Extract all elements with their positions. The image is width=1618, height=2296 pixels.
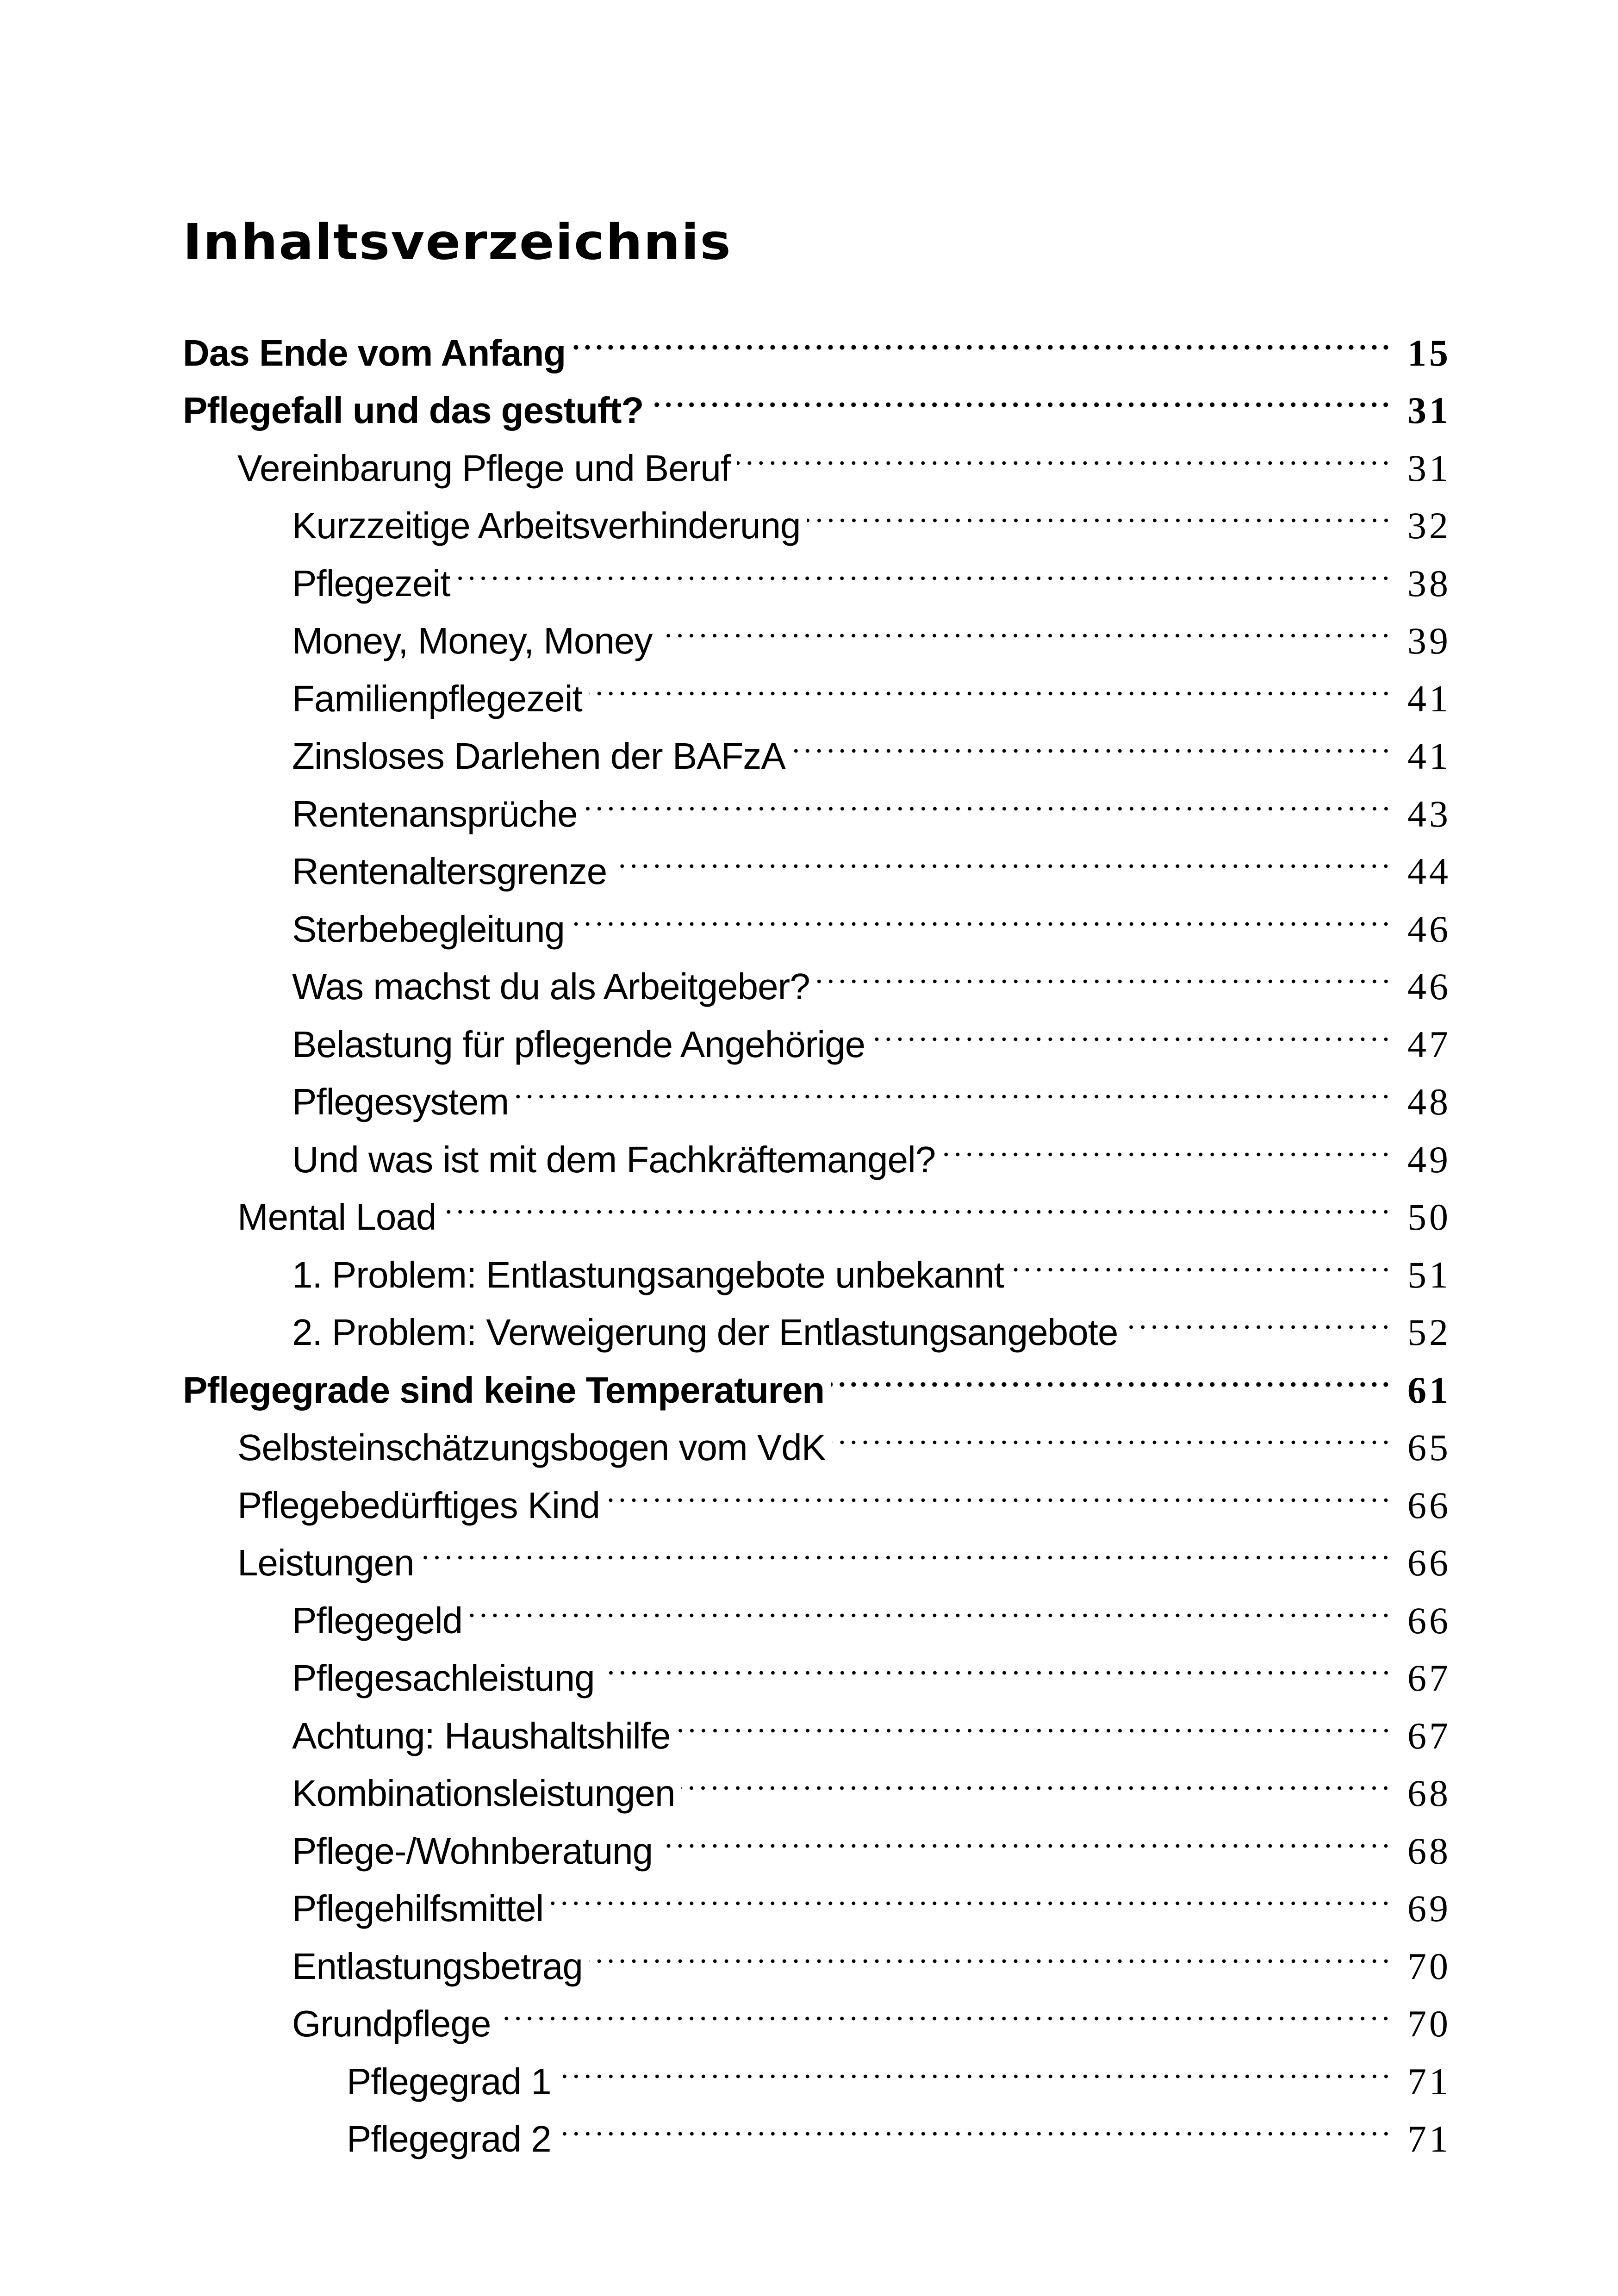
dot-leader (589, 1921, 1392, 1979)
toc-entry-title: Mental Load (237, 1196, 436, 1238)
dot-leader (558, 2036, 1392, 2094)
toc-page-number: 65 (1407, 1426, 1451, 1468)
toc-entry-title: Belastung für pflegende Angehörige (292, 1023, 865, 1065)
dot-leader (659, 596, 1392, 654)
dot-leader (613, 827, 1392, 884)
dot-leader (572, 308, 1392, 366)
dot-leader (497, 1979, 1392, 2037)
dot-leader (558, 2094, 1392, 2152)
toc-entry-title: Leistungen (237, 1542, 414, 1583)
toc-page-number: 71 (1407, 2118, 1451, 2160)
toc-entry-title: Pflegegrade sind keine Temperaturen (183, 1369, 825, 1411)
dot-leader (1124, 1288, 1392, 1345)
toc-entry-title: Pflegehilfsmittel (292, 1888, 544, 1929)
toc-entry-title: Achtung: Haushaltshilfe (292, 1715, 671, 1756)
toc-page-number: 69 (1407, 1887, 1451, 1929)
toc-page-number: 67 (1407, 1657, 1451, 1699)
toc-entry-title: Entlastungsbetrag (292, 1945, 583, 1987)
dot-leader (584, 769, 1392, 827)
dot-leader (442, 1172, 1392, 1230)
toc-page-number: 68 (1407, 1772, 1451, 1814)
toc-page-number: 46 (1407, 965, 1451, 1008)
toc-entry-title: Pflegebedürftiges Kind (237, 1484, 600, 1526)
toc-page-number: 71 (1407, 2060, 1451, 2103)
toc-page-number: 31 (1407, 389, 1451, 431)
toc-page-number: 32 (1407, 504, 1451, 547)
page-title: Inhaltsverzeichnis (183, 213, 732, 271)
toc-entry-title: Pflegesystem (292, 1081, 509, 1122)
toc-page-number: 70 (1407, 1945, 1451, 1987)
toc-entry-title: Pflegegrad 1 (347, 2060, 551, 2102)
toc-entry-title: Grundpflege (292, 2003, 491, 2044)
dot-leader (816, 942, 1392, 1000)
toc-entry-title: Familienpflegezeit (292, 678, 582, 719)
toc-page-number: 52 (1407, 1311, 1451, 1353)
toc-page-number: 39 (1407, 620, 1451, 662)
dot-leader (677, 1691, 1392, 1748)
dot-leader (420, 1518, 1392, 1576)
toc-page-number: 70 (1407, 2003, 1451, 2045)
toc-page-number: 47 (1407, 1023, 1451, 1065)
dot-leader (831, 1345, 1392, 1403)
toc-entry-title: Rentenaltersgrenze (292, 851, 607, 892)
toc-page-number: 50 (1407, 1196, 1451, 1238)
dot-leader (681, 1748, 1392, 1806)
toc-entry-title: Pflegesachleistung (292, 1657, 595, 1699)
toc-entry-title: Pflegegeld (292, 1599, 463, 1641)
dot-leader (650, 366, 1392, 423)
toc-entry-title: Pflege-/Wohnberatung (292, 1830, 653, 1872)
dot-leader (571, 884, 1392, 942)
toc-entry-title: Pflegezeit (292, 562, 450, 604)
toc-entry-title: Was machst du als Arbeitgeber? (292, 966, 810, 1007)
toc-page-number: 41 (1407, 677, 1451, 720)
dot-leader (1010, 1230, 1392, 1288)
dot-leader (659, 1806, 1392, 1864)
toc-page-number: 51 (1407, 1253, 1451, 1296)
dot-leader (515, 1057, 1392, 1115)
toc-page-number: 49 (1407, 1138, 1451, 1181)
toc-page-number: 68 (1407, 1829, 1451, 1872)
toc-entry-title: Pflegegrad 2 (347, 2118, 551, 2159)
toc-entry-title: Zinsloses Darlehen der BAFzA (292, 735, 785, 777)
dot-leader (871, 999, 1392, 1057)
dot-leader (737, 423, 1392, 481)
toc-page-number: 38 (1407, 562, 1451, 604)
toc-page-number: 46 (1407, 908, 1451, 950)
toc-entry-title: Sterbebegleitung (292, 908, 565, 950)
toc-entry-title: Money, Money, Money (292, 620, 653, 661)
toc-entry-title: Kurzzeitige Arbeitsverhinderung (292, 505, 801, 546)
toc-entry-title: Kombinationsleistungen (292, 1773, 675, 1814)
toc-entry-title: Pflegefall und das gestuft? (183, 390, 644, 431)
toc-entry-title: Rentenansprüche (292, 793, 578, 834)
toc-page-number: 41 (1407, 735, 1451, 777)
toc-page-number: 15 (1407, 331, 1451, 374)
table-of-contents (183, 308, 1451, 2160)
dot-leader (550, 1864, 1392, 1922)
dot-leader (792, 711, 1392, 769)
dot-leader (807, 481, 1392, 539)
dot-leader (942, 1114, 1392, 1172)
toc-page-number: 43 (1407, 792, 1451, 835)
dot-leader (589, 653, 1392, 711)
toc-entry-title: 2. Problem: Verweigerung der Entlastungsangebote (292, 1312, 1118, 1353)
toc-entry-title: 1. Problem: Entlastungsangebote unbekannt (292, 1254, 1004, 1295)
toc-page-number: 66 (1407, 1542, 1451, 1584)
dot-leader (469, 1575, 1392, 1633)
toc-page-number: 61 (1407, 1369, 1451, 1411)
dot-leader (456, 538, 1392, 596)
toc-page-number: 44 (1407, 850, 1451, 892)
toc-page-number: 66 (1407, 1599, 1451, 1642)
dot-leader (601, 1633, 1392, 1691)
dot-leader (832, 1403, 1392, 1461)
toc-entry-title: Das Ende vom Anfang (183, 332, 566, 373)
toc-entry[interactable] (183, 308, 1451, 374)
toc-page-number: 48 (1407, 1081, 1451, 1123)
toc-entry-title: Selbsteinschätzungsbogen vom VdK (237, 1427, 826, 1468)
toc-page-number: 66 (1407, 1484, 1451, 1526)
toc-page-number: 31 (1407, 447, 1451, 489)
toc-entry-title: Und was ist mit dem Fachkräftemangel? (292, 1139, 936, 1180)
toc-page-number: 67 (1407, 1714, 1451, 1757)
dot-leader (606, 1460, 1392, 1518)
toc-entry-title: Vereinbarung Pflege und Beruf (237, 447, 731, 489)
